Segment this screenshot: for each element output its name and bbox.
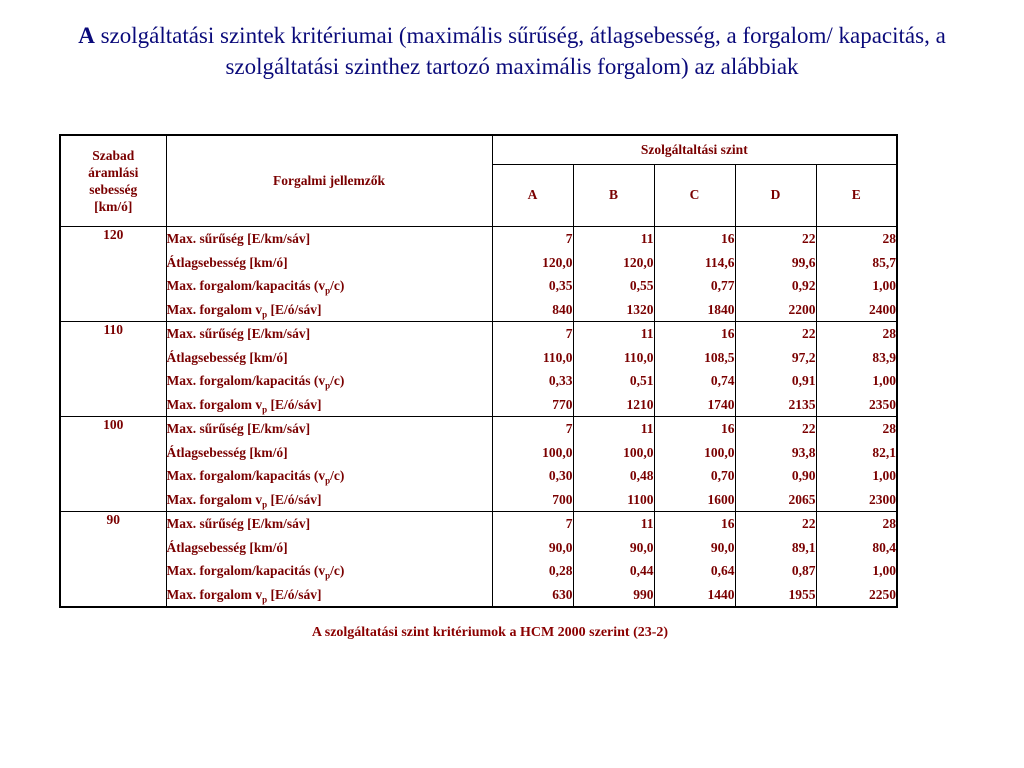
value-cell: 90,0 bbox=[629, 539, 654, 555]
vc-ratio-label-text: /c) bbox=[330, 373, 345, 388]
value-cell: 0,28 bbox=[548, 563, 573, 578]
value-cell: 1,00 bbox=[872, 278, 896, 293]
value-cell: 2250 bbox=[869, 586, 896, 602]
value-cell: 83,9 bbox=[872, 349, 896, 365]
value-cell: 93,8 bbox=[791, 444, 816, 460]
value-cell: 22 bbox=[802, 231, 816, 246]
avg-speed-label: Átlagsebesség [km/ó] bbox=[166, 254, 288, 270]
value-cell: 120,0 bbox=[542, 254, 573, 270]
value-cell: 0,30 bbox=[548, 468, 573, 483]
table-row bbox=[60, 322, 897, 417]
level-d-values-cell bbox=[735, 322, 816, 417]
traffic-parameters-header: Forgalmi jellemzők bbox=[166, 135, 492, 227]
value-cell: 0,77 bbox=[710, 278, 735, 293]
title-lead: A bbox=[78, 23, 95, 48]
value-cell: 114,6 bbox=[704, 254, 735, 270]
level-e-values-cell bbox=[816, 322, 897, 417]
max-flow-label bbox=[167, 488, 492, 512]
free-flow-speed-cell: 120 bbox=[60, 227, 166, 322]
metric-labels-cell bbox=[166, 512, 492, 608]
max-flow-label bbox=[167, 583, 492, 607]
value-cell: 28 bbox=[882, 231, 896, 246]
value-cell: 108,5 bbox=[704, 349, 735, 365]
metric-labels-cell bbox=[166, 227, 492, 322]
value-cell: 11 bbox=[640, 516, 654, 531]
value-cell: 11 bbox=[640, 421, 654, 436]
vc-ratio-label-sub: p bbox=[325, 285, 331, 296]
max-flow-label-text: [E/ó/sáv] bbox=[267, 396, 322, 412]
free-flow-speed-cell: 110 bbox=[60, 322, 166, 417]
vc-ratio-label-text: /c) bbox=[330, 278, 345, 293]
max-flow-label-text: Max. forgalom v bbox=[166, 301, 263, 317]
value-cell: 100,0 bbox=[623, 444, 654, 460]
level-d-values-cell bbox=[735, 417, 816, 512]
level-a-values-cell bbox=[492, 227, 573, 322]
vc-ratio-label bbox=[167, 464, 492, 488]
free-flow-speed-header bbox=[60, 135, 166, 227]
level-b-values-cell bbox=[573, 417, 654, 512]
value-cell: 85,7 bbox=[872, 254, 896, 270]
level-a-values-cell bbox=[492, 322, 573, 417]
value-cell: 90,0 bbox=[710, 539, 735, 555]
level-e-values-cell bbox=[816, 417, 897, 512]
value-cell: 80,4 bbox=[872, 539, 896, 555]
vc-ratio-label bbox=[167, 559, 492, 583]
speed-header-line: áramlási bbox=[88, 165, 139, 180]
value-cell: 89,1 bbox=[791, 539, 816, 555]
value-cell: 2065 bbox=[788, 491, 816, 507]
max-flow-label-text: [E/ó/sáv] bbox=[267, 491, 322, 507]
value-cell: 1600 bbox=[707, 491, 735, 507]
value-cell: 7 bbox=[565, 326, 573, 341]
max-flow-label-text: Max. forgalom v bbox=[166, 396, 263, 412]
value-cell: 7 bbox=[565, 421, 573, 436]
page-title bbox=[40, 20, 984, 82]
free-flow-speed-cell: 90 bbox=[60, 512, 166, 608]
value-cell: 0,87 bbox=[791, 563, 816, 578]
speed-header-line: sebesség bbox=[89, 182, 138, 197]
max-flow-label-sub: p bbox=[262, 404, 268, 415]
value-cell: 120,0 bbox=[623, 254, 654, 270]
value-cell: 840 bbox=[552, 301, 573, 317]
value-cell: 16 bbox=[721, 516, 735, 531]
avg-speed-label: Átlagsebesség [km/ó] bbox=[166, 539, 288, 555]
value-cell: 1840 bbox=[707, 301, 735, 317]
vc-ratio-label-sub: p bbox=[325, 570, 331, 581]
level-d-values-cell bbox=[735, 512, 816, 608]
value-cell: 82,1 bbox=[872, 444, 896, 460]
avg-speed-label: Átlagsebesség [km/ó] bbox=[166, 349, 288, 365]
value-cell: 110,0 bbox=[542, 349, 573, 365]
vc-ratio-label-text: /c) bbox=[330, 563, 345, 578]
value-cell: 16 bbox=[721, 326, 735, 341]
value-cell: 700 bbox=[552, 491, 573, 507]
value-cell: 22 bbox=[802, 421, 816, 436]
level-c-values-cell bbox=[654, 417, 735, 512]
max-flow-label-text: Max. forgalom v bbox=[166, 491, 263, 507]
value-cell: 1440 bbox=[707, 586, 735, 602]
level-a-values-cell bbox=[492, 512, 573, 608]
level-c-values-cell bbox=[654, 227, 735, 322]
value-cell: 0,74 bbox=[710, 373, 735, 388]
max-flow-label-sub: p bbox=[262, 594, 268, 605]
density-label: Max. sűrűség [E/km/sáv] bbox=[166, 231, 311, 246]
density-label: Max. sűrűség [E/km/sáv] bbox=[166, 421, 311, 436]
vc-ratio-label bbox=[167, 369, 492, 393]
value-cell: 99,6 bbox=[791, 254, 816, 270]
value-cell: 28 bbox=[882, 326, 896, 341]
level-e-values-cell bbox=[816, 227, 897, 322]
level-of-service-header: Szolgáltaltási szint bbox=[492, 135, 897, 164]
value-cell: 1740 bbox=[707, 396, 735, 412]
level-header-c: C bbox=[654, 164, 735, 226]
title-text: szolgáltatási szintek kritériumai (maximális sűrűség, átlagsebesség, a forgalom/ kapacitás, a szolgáltatási szinthez tartozó maximális forgalom) az alábbiak bbox=[100, 23, 946, 79]
level-b-values-cell bbox=[573, 322, 654, 417]
value-cell: 97,2 bbox=[791, 349, 816, 365]
density-label: Max. sűrűség [E/km/sáv] bbox=[166, 326, 311, 341]
value-cell: 100,0 bbox=[542, 444, 573, 460]
vc-ratio-label-text: Max. forgalom/kapacitás (v bbox=[166, 278, 326, 293]
avg-speed-label: Átlagsebesség [km/ó] bbox=[166, 444, 288, 460]
value-cell: 22 bbox=[802, 326, 816, 341]
max-flow-label-text: [E/ó/sáv] bbox=[267, 301, 322, 317]
vc-ratio-label-sub: p bbox=[325, 475, 331, 486]
value-cell: 7 bbox=[565, 231, 573, 246]
value-cell: 11 bbox=[640, 326, 654, 341]
value-cell: 11 bbox=[640, 231, 654, 246]
vc-ratio-label-text: Max. forgalom/kapacitás (v bbox=[166, 468, 326, 483]
metric-labels-cell bbox=[166, 322, 492, 417]
vc-ratio-label bbox=[167, 274, 492, 298]
value-cell: 28 bbox=[882, 516, 896, 531]
max-flow-label bbox=[167, 298, 492, 322]
value-cell: 2400 bbox=[869, 301, 896, 317]
metric-labels-cell bbox=[166, 417, 492, 512]
level-c-values-cell bbox=[654, 322, 735, 417]
value-cell: 0,44 bbox=[629, 563, 654, 578]
value-cell: 1210 bbox=[626, 396, 654, 412]
value-cell: 22 bbox=[802, 516, 816, 531]
table-caption: A szolgáltatási szint kritériumok a HCM 2000 szerint (23-2) bbox=[311, 625, 669, 640]
free-flow-speed-cell: 100 bbox=[60, 417, 166, 512]
speed-header-line: Szabad bbox=[92, 148, 135, 163]
value-cell: 2300 bbox=[869, 491, 896, 507]
level-c-values-cell bbox=[654, 512, 735, 608]
table-row bbox=[60, 227, 897, 322]
los-criteria-table bbox=[59, 134, 898, 608]
level-header-b: B bbox=[573, 164, 654, 226]
value-cell: 1,00 bbox=[872, 373, 896, 388]
speed-header-line: [km/ó] bbox=[94, 199, 133, 214]
value-cell: 100,0 bbox=[704, 444, 735, 460]
table-row bbox=[60, 417, 897, 512]
level-b-values-cell bbox=[573, 227, 654, 322]
vc-ratio-label-sub: p bbox=[325, 380, 331, 391]
level-header-e: E bbox=[816, 164, 897, 226]
value-cell: 1,00 bbox=[872, 563, 896, 578]
value-cell: 0,70 bbox=[710, 468, 735, 483]
value-cell: 1320 bbox=[626, 301, 654, 317]
value-cell: 2200 bbox=[788, 301, 816, 317]
level-b-values-cell bbox=[573, 512, 654, 608]
level-a-values-cell bbox=[492, 417, 573, 512]
value-cell: 630 bbox=[552, 586, 573, 602]
vc-ratio-label-text: /c) bbox=[330, 468, 345, 483]
value-cell: 90,0 bbox=[548, 539, 573, 555]
max-flow-label-text: [E/ó/sáv] bbox=[267, 586, 322, 602]
max-flow-label-sub: p bbox=[262, 309, 268, 320]
level-header-a: A bbox=[492, 164, 573, 226]
max-flow-label-sub: p bbox=[262, 499, 268, 510]
table-row bbox=[60, 512, 897, 608]
value-cell: 0,51 bbox=[629, 373, 654, 388]
vc-ratio-label-text: Max. forgalom/kapacitás (v bbox=[166, 563, 326, 578]
value-cell: 1,00 bbox=[872, 468, 896, 483]
vc-ratio-label-text: Max. forgalom/kapacitás (v bbox=[166, 373, 326, 388]
value-cell: 0,90 bbox=[791, 468, 816, 483]
level-e-values-cell bbox=[816, 512, 897, 608]
value-cell: 0,64 bbox=[710, 563, 735, 578]
value-cell: 1100 bbox=[627, 491, 654, 507]
max-flow-label bbox=[167, 393, 492, 417]
value-cell: 0,92 bbox=[791, 278, 816, 293]
value-cell: 110,0 bbox=[623, 349, 654, 365]
value-cell: 0,35 bbox=[548, 278, 573, 293]
value-cell: 1955 bbox=[788, 586, 816, 602]
level-header-d: D bbox=[735, 164, 816, 226]
value-cell: 0,33 bbox=[548, 373, 573, 388]
value-cell: 0,91 bbox=[791, 373, 816, 388]
value-cell: 2350 bbox=[869, 396, 896, 412]
value-cell: 16 bbox=[721, 231, 735, 246]
value-cell: 0,48 bbox=[629, 468, 654, 483]
value-cell: 28 bbox=[882, 421, 896, 436]
value-cell: 16 bbox=[721, 421, 735, 436]
max-flow-label-text: Max. forgalom v bbox=[166, 586, 263, 602]
value-cell: 770 bbox=[552, 396, 573, 412]
value-cell: 0,55 bbox=[629, 278, 654, 293]
value-cell: 2135 bbox=[788, 396, 816, 412]
value-cell: 990 bbox=[633, 586, 654, 602]
value-cell: 7 bbox=[565, 516, 573, 531]
density-label: Max. sűrűség [E/km/sáv] bbox=[166, 516, 311, 531]
level-d-values-cell bbox=[735, 227, 816, 322]
